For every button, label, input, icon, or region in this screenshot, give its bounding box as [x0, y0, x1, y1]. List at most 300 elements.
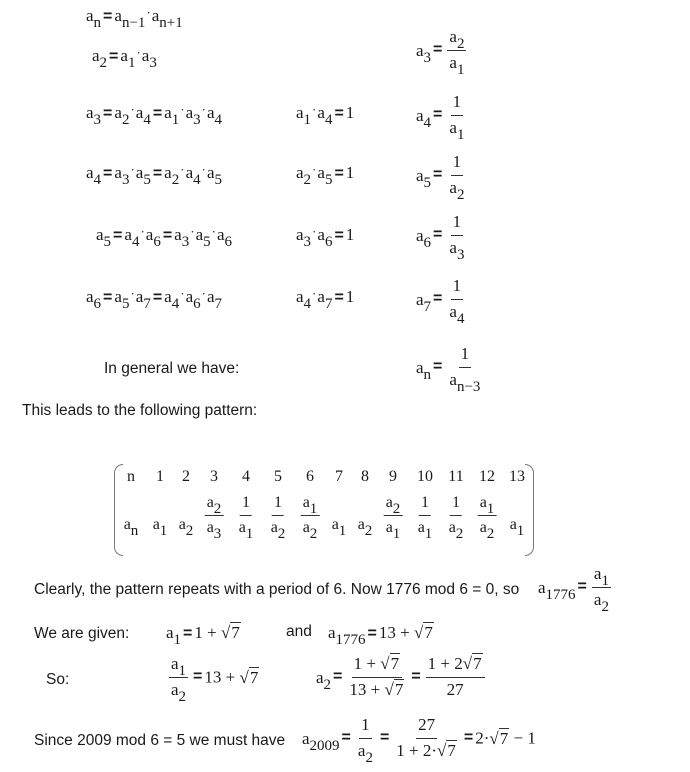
sub: 3	[93, 112, 102, 128]
sub: 2	[456, 36, 465, 52]
sub: 3	[181, 234, 190, 250]
var: a	[416, 225, 424, 245]
product-identity	[296, 102, 355, 128]
equals-sign: =	[103, 8, 113, 25]
period-text: Clearly, the pattern repeats with a period of 6. Now 1776 mod 6 = 0, so	[34, 581, 520, 598]
sub: 2	[309, 525, 318, 542]
equals-sign: =	[113, 227, 123, 244]
sub: 3	[456, 246, 465, 263]
sub: 4	[131, 234, 140, 250]
sub: 6	[224, 234, 232, 250]
numerator: 1	[459, 345, 472, 368]
fraction	[592, 564, 611, 615]
numerator: 1	[452, 92, 462, 111]
numerator: 1	[420, 494, 429, 511]
var: a	[270, 518, 278, 536]
dot-operator: ·	[201, 286, 206, 301]
one: 1	[345, 163, 355, 182]
radicand: 7	[424, 623, 433, 642]
var: a	[174, 225, 182, 244]
var: a	[195, 225, 204, 244]
var: a	[357, 516, 365, 533]
var: a	[302, 728, 310, 748]
var: a	[171, 654, 179, 673]
fraction	[394, 716, 459, 760]
term: 1 + 2·	[396, 740, 438, 760]
term: 1 + 2	[427, 654, 463, 673]
fraction	[416, 494, 435, 542]
sub: 6	[193, 296, 201, 312]
var: a	[479, 494, 487, 511]
term: 13 +	[378, 623, 414, 642]
dot-operator: ·	[130, 102, 135, 117]
matrix-index-cell: 3	[210, 468, 218, 485]
fraction	[269, 494, 288, 542]
sub: 4	[143, 112, 151, 128]
matrix-index-cell: 6	[306, 468, 314, 485]
term: 1 +	[194, 623, 221, 642]
matrix-value-cell	[475, 494, 500, 542]
var: a	[296, 163, 304, 182]
equals-sign: =	[367, 625, 377, 642]
sub: 4	[456, 310, 465, 327]
numerator: 1	[451, 494, 460, 511]
right-paren	[525, 464, 534, 556]
var: a	[216, 225, 225, 244]
var: a	[302, 518, 310, 536]
matrix-index-cell: 13	[509, 468, 525, 485]
dot-operator: ·	[312, 162, 317, 177]
radicand: 7	[473, 654, 482, 673]
recurrence-equation	[86, 5, 183, 31]
var: a	[114, 103, 122, 122]
sub: 2	[486, 525, 495, 542]
equals-sign: =	[379, 729, 390, 747]
sub: n−1	[121, 15, 146, 31]
var: a	[417, 518, 425, 536]
var: a	[151, 6, 160, 25]
sub: 4	[423, 114, 432, 131]
result-formula	[416, 276, 469, 327]
equals-sign: =	[162, 227, 173, 244]
numerator: 1	[273, 494, 282, 511]
matrix-value-cell	[202, 494, 227, 542]
fraction	[447, 276, 466, 327]
var: a	[86, 287, 94, 306]
one: 1	[345, 225, 355, 244]
equals-sign: =	[433, 106, 443, 124]
dot-operator: ·	[201, 162, 206, 177]
fraction	[237, 494, 256, 542]
result-formula	[416, 27, 469, 78]
var: a	[328, 623, 336, 642]
sub: 1	[171, 112, 180, 128]
sub: 7	[423, 298, 432, 315]
dot-operator: ·	[180, 102, 185, 117]
matrix-value-cell	[298, 494, 323, 542]
var: a	[185, 103, 194, 122]
sub: 1	[178, 663, 187, 679]
var: a	[385, 518, 393, 536]
sub: 1776	[335, 632, 366, 648]
var: a	[331, 516, 339, 533]
sub: 2	[303, 172, 312, 188]
var: a	[164, 287, 172, 306]
var: a	[479, 518, 487, 536]
sqrt: √7	[380, 654, 400, 673]
fraction	[447, 212, 466, 263]
matrix-index-cell: 8	[361, 468, 369, 485]
dot-operator: ·	[180, 286, 185, 301]
matrix-value-cell	[123, 516, 139, 539]
radicand: 7	[394, 679, 404, 699]
var: a	[449, 301, 457, 321]
sub: 3	[303, 234, 312, 250]
sqrt: √7	[462, 654, 482, 673]
var: a	[164, 163, 172, 182]
derivation-row	[86, 162, 222, 188]
equals-sign: =	[193, 668, 203, 686]
numerator: 1	[452, 212, 462, 231]
matrix-index-cell: 2	[182, 468, 190, 485]
sub: 1776	[545, 586, 576, 603]
dot-operator: ·	[130, 286, 135, 301]
var: a	[166, 623, 174, 642]
var: a	[171, 679, 179, 699]
matrix-value-cell	[234, 494, 259, 542]
pattern-intro: This leads to the following pattern:	[22, 402, 258, 419]
derivation-row	[86, 286, 222, 312]
var: a	[145, 225, 154, 244]
var: a	[135, 103, 144, 122]
result-formula	[416, 92, 469, 143]
denominator: 27	[446, 679, 464, 699]
equals-sign: =	[577, 578, 587, 596]
var: a	[206, 494, 214, 511]
sub: 3	[213, 525, 222, 542]
fraction	[447, 152, 466, 203]
var: a	[302, 494, 310, 511]
sub: 4	[303, 296, 312, 312]
so-equation-2	[316, 655, 488, 699]
var: a	[135, 163, 144, 182]
pattern-matrix	[114, 464, 534, 556]
sub: 5	[324, 172, 333, 188]
matrix-value-cell	[266, 494, 291, 542]
sub: 1	[601, 573, 609, 589]
var: a	[449, 27, 457, 46]
sqrt: √7	[384, 679, 404, 699]
given-a1776	[328, 623, 434, 648]
given-a1	[166, 623, 241, 648]
numerator: 1	[452, 276, 462, 295]
var: a	[357, 740, 366, 760]
so-equation-1	[166, 654, 259, 705]
var: a	[114, 6, 122, 25]
matrix-value-cell	[509, 516, 525, 539]
equals-sign: =	[433, 226, 443, 244]
var: a	[135, 287, 144, 306]
var: a	[449, 177, 457, 197]
sub: 4	[93, 172, 102, 188]
final-equation	[302, 715, 536, 766]
equals-sign: =	[433, 358, 443, 376]
equals-sign: =	[333, 668, 343, 686]
sub: 5	[203, 234, 211, 250]
sub: 1	[159, 523, 168, 539]
sub: 2009	[309, 737, 340, 754]
matrix-index-cell: 10	[417, 468, 433, 485]
sub: 6	[153, 234, 161, 250]
var: a	[238, 518, 246, 536]
equals-sign: =	[334, 165, 344, 182]
sub: 1	[309, 501, 318, 517]
sub: 5	[423, 174, 432, 191]
sub: 5	[143, 172, 151, 188]
sub: 2	[213, 501, 222, 517]
sub: n−3	[456, 378, 481, 395]
numerator: 1	[452, 152, 462, 171]
matrix-value-cell	[444, 494, 469, 542]
matrix-index-cell: 11	[448, 468, 464, 485]
equals-sign: =	[183, 625, 193, 642]
var: a	[296, 225, 304, 244]
sub: 1	[456, 61, 465, 78]
matrix-value-cell	[178, 516, 194, 539]
var: a	[317, 163, 325, 182]
var: a	[593, 564, 602, 583]
sub: 2	[364, 523, 373, 539]
equals-sign: =	[334, 105, 344, 122]
term: 13 +	[204, 667, 240, 687]
sub: 1	[486, 501, 495, 517]
a1776-formula	[538, 564, 614, 615]
var: a	[317, 225, 325, 244]
dot-operator: ·	[201, 102, 206, 117]
equals-sign: =	[334, 289, 344, 306]
var: a	[185, 163, 194, 182]
left-paren	[114, 464, 123, 556]
dot-operator: ·	[180, 162, 185, 177]
sub: n	[423, 366, 432, 383]
equals-sign: =	[109, 48, 119, 65]
sqrt: √7	[220, 623, 240, 642]
numerator: 1	[359, 716, 372, 739]
one: 1	[345, 287, 355, 306]
sub: 2	[99, 55, 108, 71]
sub: 1	[392, 525, 401, 542]
fraction	[347, 655, 406, 699]
sub: 1	[338, 523, 347, 539]
var: a	[317, 287, 325, 306]
var: a	[449, 237, 457, 257]
fraction	[447, 92, 466, 143]
radicand: 7	[390, 654, 400, 673]
and-label: and	[286, 623, 312, 640]
dot-operator: ·	[140, 224, 145, 239]
sub: 5	[103, 234, 112, 250]
sub: 2	[365, 749, 373, 766]
matrix-value-cell	[331, 516, 347, 539]
dot-operator: ·	[136, 45, 141, 60]
dot-operator: ·	[312, 286, 317, 301]
var: a	[449, 117, 457, 137]
var: a	[92, 46, 100, 65]
var: a	[296, 287, 304, 306]
var: a	[120, 46, 128, 65]
sub: 7	[214, 296, 222, 312]
var: a	[124, 225, 132, 244]
var: a	[206, 518, 214, 536]
matrix-index-cell: 4	[242, 468, 250, 485]
fraction	[426, 655, 485, 699]
equals-sign: =	[103, 289, 113, 306]
var: a	[164, 103, 172, 122]
sub: 2	[185, 523, 194, 539]
sub: 2	[455, 525, 464, 542]
fraction	[384, 494, 403, 542]
term: − 1	[509, 728, 536, 748]
product-identity	[296, 162, 355, 188]
equals-sign: =	[152, 165, 163, 182]
general-label: In general we have:	[104, 360, 240, 377]
sub: 2	[456, 186, 465, 203]
sub: 6	[423, 234, 432, 251]
sub: 3	[149, 55, 157, 71]
var: a	[296, 103, 304, 122]
var: a	[114, 163, 122, 182]
product-identity	[296, 286, 355, 312]
var: a	[96, 225, 104, 244]
so-label: So:	[46, 671, 70, 688]
matrix-index-cell: 9	[389, 468, 397, 485]
sub: 2	[277, 525, 286, 542]
fraction	[356, 715, 375, 766]
fraction	[301, 494, 320, 542]
result-formula	[416, 212, 469, 263]
sub: 1	[303, 112, 312, 128]
sub: 2	[171, 172, 180, 188]
result-formula	[416, 152, 469, 203]
one: 1	[345, 103, 355, 122]
derivation-a2	[92, 45, 157, 71]
var: a	[86, 163, 94, 182]
fraction	[447, 344, 482, 395]
sqrt: √7	[437, 740, 456, 760]
sub: 2	[323, 676, 332, 693]
sub: 3	[423, 49, 432, 66]
var: a	[206, 103, 215, 122]
matrix-index-cell: n	[127, 468, 135, 485]
term: 2·	[475, 728, 490, 748]
sub: n	[93, 15, 102, 31]
var: a	[123, 516, 131, 533]
product-identity	[296, 224, 355, 250]
term: 1 +	[353, 654, 381, 673]
given-label: We are given:	[34, 625, 130, 642]
var: a	[114, 287, 122, 306]
dot-operator: ·	[312, 102, 317, 117]
numerator: 27	[416, 716, 437, 739]
var: a	[416, 357, 424, 377]
matrix-index-cell: 1	[156, 468, 164, 485]
var: a	[416, 165, 424, 185]
sub: 1	[456, 126, 465, 143]
var: a	[86, 103, 94, 122]
var: a	[509, 516, 517, 533]
derivation-row	[96, 224, 232, 250]
var: a	[206, 163, 215, 182]
sub: 7	[324, 296, 333, 312]
sub: 1	[424, 525, 433, 542]
var: a	[141, 46, 150, 65]
fraction	[447, 494, 466, 542]
radicand: 7	[231, 623, 240, 642]
var: a	[178, 516, 186, 533]
dot-operator: ·	[146, 5, 151, 20]
sub: 6	[93, 296, 102, 312]
var: a	[416, 289, 424, 309]
equals-sign: =	[433, 166, 443, 184]
sub: 4	[324, 112, 333, 128]
matrix-value-cell	[152, 516, 168, 539]
var: a	[449, 52, 457, 72]
sub: 3	[193, 112, 201, 128]
sub: 5	[121, 296, 130, 312]
equals-sign: =	[341, 729, 351, 747]
radicand: 7	[499, 728, 509, 748]
var: a	[449, 369, 457, 389]
var: a	[416, 105, 424, 125]
matrix-index-cell: 12	[479, 468, 495, 485]
sub: 2	[601, 598, 609, 615]
var: a	[206, 287, 215, 306]
equals-sign: =	[433, 41, 443, 59]
dot-operator: ·	[130, 162, 135, 177]
sub: 1	[245, 525, 254, 542]
var: a	[448, 518, 456, 536]
equals-sign: =	[463, 729, 474, 747]
equals-sign: =	[411, 668, 421, 686]
sub: 1	[516, 523, 525, 539]
var: a	[185, 287, 194, 306]
var: a	[538, 577, 546, 597]
equals-sign: =	[103, 165, 113, 182]
sub: 4	[193, 172, 201, 188]
sub: 4	[171, 296, 180, 312]
var: a	[593, 589, 602, 609]
sub: 2	[392, 501, 401, 517]
matrix-value-cell	[413, 494, 438, 542]
matrix-value-cell	[357, 516, 373, 539]
matrix-index-cell: 5	[274, 468, 282, 485]
sub: 2	[121, 112, 130, 128]
equals-sign: =	[152, 105, 163, 122]
dot-operator: ·	[211, 224, 216, 239]
sub: 1	[127, 55, 136, 71]
sub: 1	[173, 632, 182, 648]
derivation-row	[86, 102, 222, 128]
fraction	[447, 27, 466, 78]
equals-sign: =	[433, 290, 443, 308]
fraction	[205, 494, 224, 542]
var: a	[152, 516, 160, 533]
sub: 3	[121, 172, 130, 188]
sub: n	[130, 523, 139, 539]
var: a	[86, 6, 94, 25]
dot-operator: ·	[190, 224, 195, 239]
var: a	[385, 494, 393, 511]
